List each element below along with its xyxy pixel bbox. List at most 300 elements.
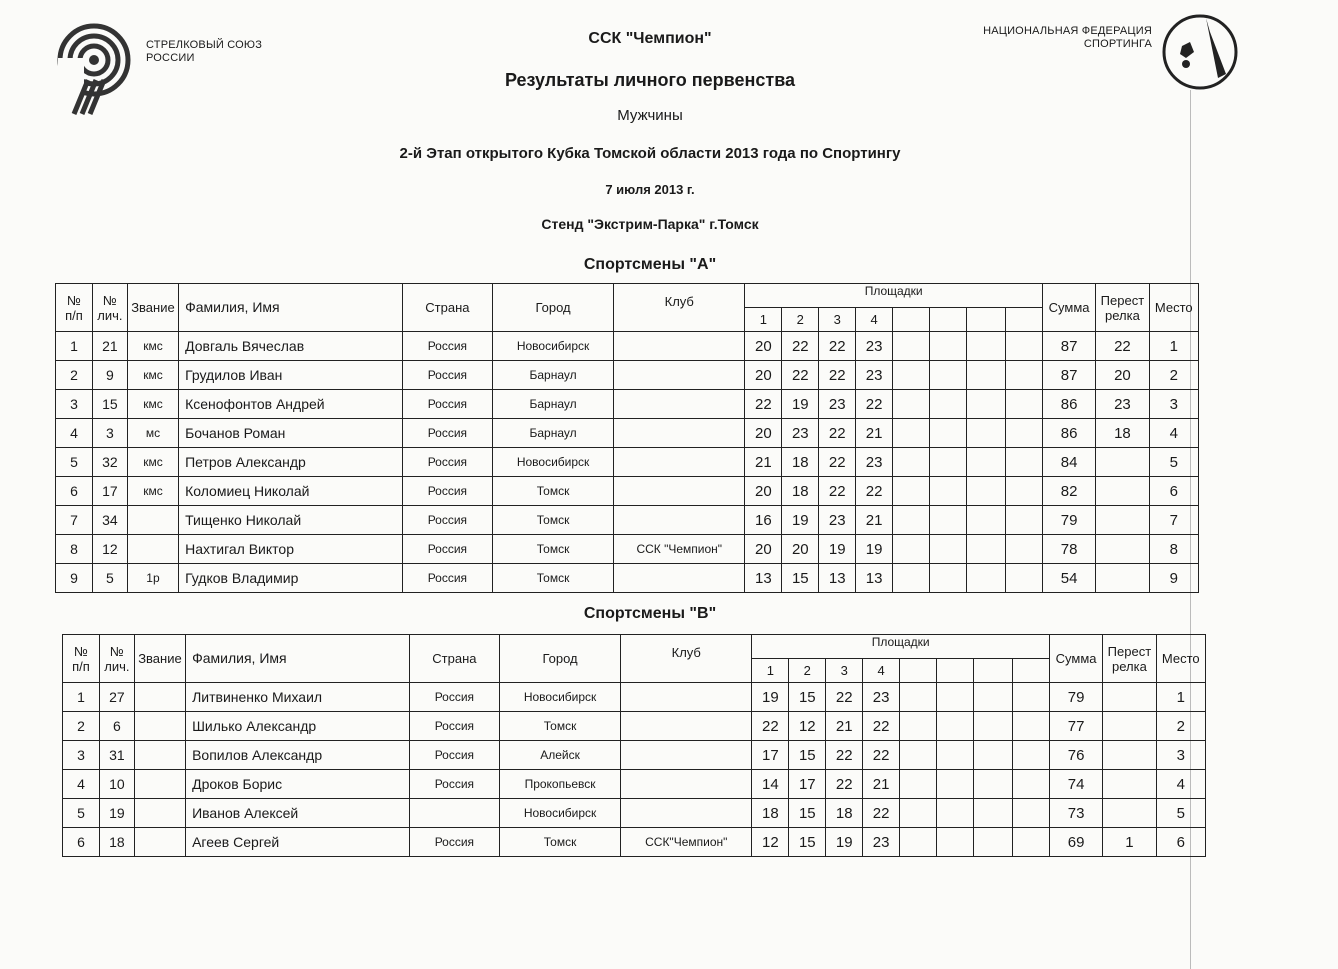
col-areas-header: Площадки — [745, 284, 1043, 308]
row-num: 1 — [63, 683, 100, 712]
row-area-score: 22 — [819, 419, 856, 448]
row-name: Грудилов Иван — [179, 361, 403, 390]
row-area-score — [893, 448, 930, 477]
row-city: Томск — [500, 712, 621, 741]
row-license: 15 — [92, 390, 127, 419]
row-country: Россия — [409, 741, 499, 770]
row-area-score — [1005, 448, 1042, 477]
row-place: 1 — [1149, 332, 1198, 361]
row-area-score — [973, 712, 1012, 741]
row-city: Томск — [500, 828, 621, 857]
row-country: Россия — [402, 390, 492, 419]
table-row — [63, 683, 1206, 712]
row-area-score: 20 — [745, 419, 782, 448]
row-area-score — [1012, 799, 1049, 828]
header-line: № — [109, 643, 124, 659]
row-area-score — [1012, 712, 1049, 741]
row-place: 1 — [1156, 683, 1205, 712]
row-city: Новосибирск — [500, 799, 621, 828]
col-club-header: Клуб — [614, 284, 745, 332]
group-b-table — [62, 634, 1206, 857]
club-name: ССК "Чемпион" — [588, 30, 712, 47]
row-area-score: 22 — [752, 712, 789, 741]
row-sum: 87 — [1042, 361, 1095, 390]
row-club — [614, 448, 745, 477]
row-num: 6 — [56, 477, 93, 506]
row-place: 6 — [1149, 477, 1198, 506]
row-area-score: 21 — [856, 506, 893, 535]
row-num: 5 — [56, 448, 93, 477]
row-city: Томск — [493, 506, 614, 535]
row-area-score — [966, 448, 1005, 477]
row-area-score: 23 — [856, 332, 893, 361]
row-club — [614, 390, 745, 419]
row-area-score: 22 — [826, 770, 863, 799]
area-number-header — [966, 308, 1005, 332]
col-lic-header — [99, 635, 134, 683]
col-areas-header: Площадки — [752, 635, 1050, 659]
row-area-score — [1005, 535, 1042, 564]
row-name: Тищенко Николай — [179, 506, 403, 535]
row-area-score — [966, 361, 1005, 390]
row-name: Агеев Сергей — [186, 828, 410, 857]
row-area-score: 15 — [789, 741, 826, 770]
header-line: релка — [1105, 307, 1140, 323]
row-area-score: 20 — [782, 535, 819, 564]
row-area-score — [893, 564, 930, 593]
row-club: ССК "Чемпион" — [614, 535, 745, 564]
row-area-score — [1012, 741, 1049, 770]
row-area-score: 15 — [782, 564, 819, 593]
header-line: Перест — [1107, 643, 1152, 659]
area-number-header — [1005, 308, 1042, 332]
row-country: Россия — [402, 477, 492, 506]
row-area-score: 22 — [782, 332, 819, 361]
row-license: 5 — [92, 564, 127, 593]
row-shootoff — [1103, 683, 1156, 712]
area-number-header: 1 — [745, 308, 782, 332]
row-rank: мс — [127, 419, 178, 448]
row-num: 2 — [63, 712, 100, 741]
row-rank — [134, 828, 185, 857]
row-area-score: 15 — [789, 828, 826, 857]
row-country: Россия — [402, 564, 492, 593]
row-area-score — [1005, 332, 1042, 361]
row-area-score: 15 — [789, 799, 826, 828]
col-num-header — [63, 635, 100, 683]
area-number-header: 4 — [856, 308, 893, 332]
row-area-score: 23 — [819, 506, 856, 535]
row-place: 4 — [1149, 419, 1198, 448]
area-number-header — [1012, 659, 1049, 683]
table-row — [63, 741, 1206, 770]
row-num: 9 — [56, 564, 93, 593]
row-sum: 86 — [1042, 390, 1095, 419]
row-area-score: 13 — [745, 564, 782, 593]
row-shootoff: 18 — [1096, 419, 1149, 448]
row-area-score — [1012, 828, 1049, 857]
row-sum: 86 — [1042, 419, 1095, 448]
col-name-header: Фамилия, Имя — [186, 635, 410, 683]
row-place: 4 — [1156, 770, 1205, 799]
col-country-header: Страна — [402, 284, 492, 332]
row-license: 34 — [92, 506, 127, 535]
row-city: Барнаул — [493, 361, 614, 390]
header-line: № — [73, 643, 88, 659]
row-area-score — [900, 712, 937, 741]
row-area-score — [900, 683, 937, 712]
row-area-score: 23 — [782, 419, 819, 448]
row-shootoff — [1096, 477, 1149, 506]
row-area-score — [973, 799, 1012, 828]
row-license: 6 — [99, 712, 134, 741]
row-name: Бочанов Роман — [179, 419, 403, 448]
row-sum: 78 — [1042, 535, 1095, 564]
row-area-score: 22 — [856, 477, 893, 506]
row-shootoff — [1103, 712, 1156, 741]
row-num: 3 — [56, 390, 93, 419]
col-num-header — [56, 284, 93, 332]
row-area-score — [937, 683, 974, 712]
org-right-name: НАЦИОНАЛЬНАЯ ФЕДЕРАЦИЯ СПОРТИНГА — [983, 25, 1152, 50]
row-area-score: 21 — [745, 448, 782, 477]
row-club — [621, 770, 752, 799]
row-shootoff: 22 — [1096, 332, 1149, 361]
header-line: п/п — [65, 307, 83, 323]
row-shootoff — [1103, 799, 1156, 828]
area-number-header — [893, 308, 930, 332]
header-line: Перест — [1100, 292, 1145, 308]
table-row — [56, 506, 1199, 535]
row-country: Россия — [402, 361, 492, 390]
row-sum: 69 — [1049, 828, 1102, 857]
row-area-score: 22 — [782, 361, 819, 390]
row-num: 1 — [56, 332, 93, 361]
row-area-score: 21 — [826, 712, 863, 741]
row-area-score — [1005, 419, 1042, 448]
row-area-score: 19 — [856, 535, 893, 564]
row-area-score — [930, 419, 967, 448]
row-name: Нахтигал Виктор — [179, 535, 403, 564]
row-sum: 76 — [1049, 741, 1102, 770]
row-license: 27 — [99, 683, 134, 712]
row-area-score — [893, 477, 930, 506]
row-area-score — [1012, 770, 1049, 799]
row-city: Томск — [493, 564, 614, 593]
row-area-score: 18 — [782, 448, 819, 477]
row-area-score — [1005, 390, 1042, 419]
row-sum: 84 — [1042, 448, 1095, 477]
row-area-score: 19 — [826, 828, 863, 857]
row-sum: 79 — [1049, 683, 1102, 712]
row-country: Россия — [402, 448, 492, 477]
row-area-score — [930, 361, 967, 390]
table-row — [56, 332, 1199, 361]
row-area-score — [937, 741, 974, 770]
area-number-header: 1 — [752, 659, 789, 683]
row-area-score — [966, 390, 1005, 419]
row-shootoff — [1096, 506, 1149, 535]
row-area-score: 13 — [819, 564, 856, 593]
row-area-score: 19 — [782, 390, 819, 419]
row-country: Россия — [402, 419, 492, 448]
row-rank — [127, 506, 178, 535]
row-rank — [134, 712, 185, 741]
row-shootoff — [1096, 564, 1149, 593]
row-area-score: 18 — [826, 799, 863, 828]
row-area-score: 18 — [752, 799, 789, 828]
row-rank: кмс — [127, 448, 178, 477]
row-area-score — [900, 741, 937, 770]
row-area-score: 22 — [819, 361, 856, 390]
row-place: 3 — [1156, 741, 1205, 770]
row-area-score: 21 — [863, 770, 900, 799]
row-area-score — [893, 506, 930, 535]
col-place-header: Место — [1149, 284, 1198, 332]
row-area-score — [900, 799, 937, 828]
row-area-score: 17 — [789, 770, 826, 799]
row-country: Россия — [409, 683, 499, 712]
row-name: Иванов Алексей — [186, 799, 410, 828]
row-country — [409, 799, 499, 828]
row-area-score: 19 — [819, 535, 856, 564]
row-area-score — [937, 828, 974, 857]
row-area-score: 23 — [856, 361, 893, 390]
row-shootoff: 23 — [1096, 390, 1149, 419]
row-area-score — [973, 741, 1012, 770]
row-club — [614, 361, 745, 390]
row-city: Новосибирск — [500, 683, 621, 712]
row-area-score: 16 — [745, 506, 782, 535]
row-club — [614, 332, 745, 361]
table-row — [63, 712, 1206, 741]
col-country-header: Страна — [409, 635, 499, 683]
area-number-header — [930, 308, 967, 332]
row-license: 3 — [92, 419, 127, 448]
table-row — [56, 419, 1199, 448]
row-license: 12 — [92, 535, 127, 564]
row-license: 18 — [99, 828, 134, 857]
row-area-score — [966, 564, 1005, 593]
row-country: Россия — [402, 535, 492, 564]
row-area-score — [966, 332, 1005, 361]
row-area-score — [966, 506, 1005, 535]
row-name: Петров Александр — [179, 448, 403, 477]
header-line: лич. — [104, 658, 130, 674]
row-rank — [134, 799, 185, 828]
row-sum: 54 — [1042, 564, 1095, 593]
row-rank — [127, 535, 178, 564]
col-city-header: Город — [500, 635, 621, 683]
area-number-header: 2 — [789, 659, 826, 683]
row-area-score — [893, 332, 930, 361]
row-name: Шилько Александр — [186, 712, 410, 741]
row-area-score: 13 — [856, 564, 893, 593]
row-name: Гудков Владимир — [179, 564, 403, 593]
row-city: Барнаул — [493, 390, 614, 419]
row-area-score: 22 — [826, 741, 863, 770]
row-license: 9 — [92, 361, 127, 390]
row-num: 2 — [56, 361, 93, 390]
col-sum-header: Сумма — [1049, 635, 1102, 683]
row-license: 32 — [92, 448, 127, 477]
row-rank: кмс — [127, 361, 178, 390]
table-row — [63, 770, 1206, 799]
row-area-score: 12 — [752, 828, 789, 857]
row-city: Алейск — [500, 741, 621, 770]
row-name: Довгаль Вячеслав — [179, 332, 403, 361]
row-area-score — [930, 448, 967, 477]
row-rank — [134, 741, 185, 770]
group-b-title: Спортсмены "В" — [583, 605, 717, 622]
row-area-score — [930, 477, 967, 506]
row-area-score: 14 — [752, 770, 789, 799]
header-line: лич. — [97, 307, 123, 323]
table-row — [63, 799, 1206, 828]
row-area-score: 23 — [819, 390, 856, 419]
row-area-score — [930, 332, 967, 361]
col-rank-header: Звание — [134, 635, 185, 683]
row-area-score — [937, 770, 974, 799]
row-shootoff: 20 — [1096, 361, 1149, 390]
row-area-score — [937, 799, 974, 828]
col-shootoff-header — [1103, 635, 1156, 683]
row-shootoff — [1103, 741, 1156, 770]
row-shootoff: 1 — [1103, 828, 1156, 857]
row-area-score — [930, 390, 967, 419]
row-area-score: 20 — [745, 477, 782, 506]
row-area-score — [1005, 564, 1042, 593]
row-area-score: 22 — [745, 390, 782, 419]
row-club — [621, 683, 752, 712]
row-area-score: 19 — [752, 683, 789, 712]
row-area-score — [893, 535, 930, 564]
row-license: 19 — [99, 799, 134, 828]
row-rank: кмс — [127, 332, 178, 361]
col-city-header: Город — [493, 284, 614, 332]
row-city: Новосибирск — [493, 448, 614, 477]
row-club — [614, 419, 745, 448]
row-place: 2 — [1149, 361, 1198, 390]
row-sum: 82 — [1042, 477, 1095, 506]
row-num: 4 — [56, 419, 93, 448]
group-a-table — [55, 283, 1199, 593]
row-area-score: 21 — [856, 419, 893, 448]
row-city: Прокопьевск — [500, 770, 621, 799]
row-sum: 79 — [1042, 506, 1095, 535]
category: Мужчины — [617, 107, 683, 124]
row-area-score — [966, 419, 1005, 448]
col-club-header: Клуб — [621, 635, 752, 683]
row-rank — [134, 770, 185, 799]
row-country: Россия — [409, 828, 499, 857]
row-rank — [134, 683, 185, 712]
row-sum: 77 — [1049, 712, 1102, 741]
row-area-score: 22 — [819, 477, 856, 506]
row-area-score: 15 — [789, 683, 826, 712]
row-city: Томск — [493, 477, 614, 506]
row-place: 5 — [1156, 799, 1205, 828]
row-num: 8 — [56, 535, 93, 564]
row-name: Коломиец Николай — [179, 477, 403, 506]
row-area-score: 20 — [745, 332, 782, 361]
row-city: Томск — [493, 535, 614, 564]
row-city: Новосибирск — [493, 332, 614, 361]
area-number-header: 4 — [863, 659, 900, 683]
venue: Стенд "Экстрим-Парка" г.Томск — [541, 216, 759, 232]
row-area-score — [966, 535, 1005, 564]
area-number-header — [973, 659, 1012, 683]
row-area-score — [893, 361, 930, 390]
row-area-score — [966, 477, 1005, 506]
row-area-score — [937, 712, 974, 741]
row-shootoff — [1103, 770, 1156, 799]
row-rank: кмс — [127, 477, 178, 506]
table-row — [63, 828, 1206, 857]
table-row — [56, 564, 1199, 593]
row-club — [614, 477, 745, 506]
row-area-score: 23 — [863, 683, 900, 712]
row-area-score: 23 — [856, 448, 893, 477]
row-place: 2 — [1156, 712, 1205, 741]
row-country: Россия — [402, 332, 492, 361]
header-line: п/п — [72, 658, 90, 674]
row-club: ССК"Чемпион" — [621, 828, 752, 857]
col-rank-header: Звание — [127, 284, 178, 332]
row-area-score: 19 — [782, 506, 819, 535]
table-row — [56, 477, 1199, 506]
row-num: 4 — [63, 770, 100, 799]
area-number-header: 3 — [826, 659, 863, 683]
area-number-header — [937, 659, 974, 683]
area-number-header: 3 — [819, 308, 856, 332]
row-area-score — [1005, 477, 1042, 506]
row-area-score: 22 — [856, 390, 893, 419]
row-license: 31 — [99, 741, 134, 770]
row-sum: 74 — [1049, 770, 1102, 799]
area-number-header — [900, 659, 937, 683]
row-area-score — [930, 564, 967, 593]
row-area-score: 12 — [789, 712, 826, 741]
row-area-score: 23 — [863, 828, 900, 857]
row-rank: кмс — [127, 390, 178, 419]
group-a-title: Спортсмены "А" — [583, 256, 717, 273]
row-country: Россия — [402, 506, 492, 535]
event-name: 2-й Этап открытого Кубка Томской области 2013 года по Спортингу — [399, 145, 901, 162]
row-area-score: 22 — [819, 332, 856, 361]
row-club — [614, 564, 745, 593]
col-sum-header: Сумма — [1042, 284, 1095, 332]
col-place-header: Место — [1156, 635, 1205, 683]
area-number-header: 2 — [782, 308, 819, 332]
row-club — [621, 712, 752, 741]
table-row — [56, 535, 1199, 564]
row-area-score — [900, 770, 937, 799]
event-date: 7 июля 2013 г. — [605, 182, 695, 197]
row-sum: 73 — [1049, 799, 1102, 828]
row-rank: 1р — [127, 564, 178, 593]
row-area-score — [973, 683, 1012, 712]
table-row — [56, 361, 1199, 390]
row-area-score: 22 — [863, 741, 900, 770]
row-place: 8 — [1149, 535, 1198, 564]
row-area-score — [893, 390, 930, 419]
row-area-score: 22 — [863, 799, 900, 828]
row-place: 7 — [1149, 506, 1198, 535]
row-area-score: 20 — [745, 535, 782, 564]
header-line: релка — [1112, 658, 1147, 674]
row-name: Вопилов Александр — [186, 741, 410, 770]
